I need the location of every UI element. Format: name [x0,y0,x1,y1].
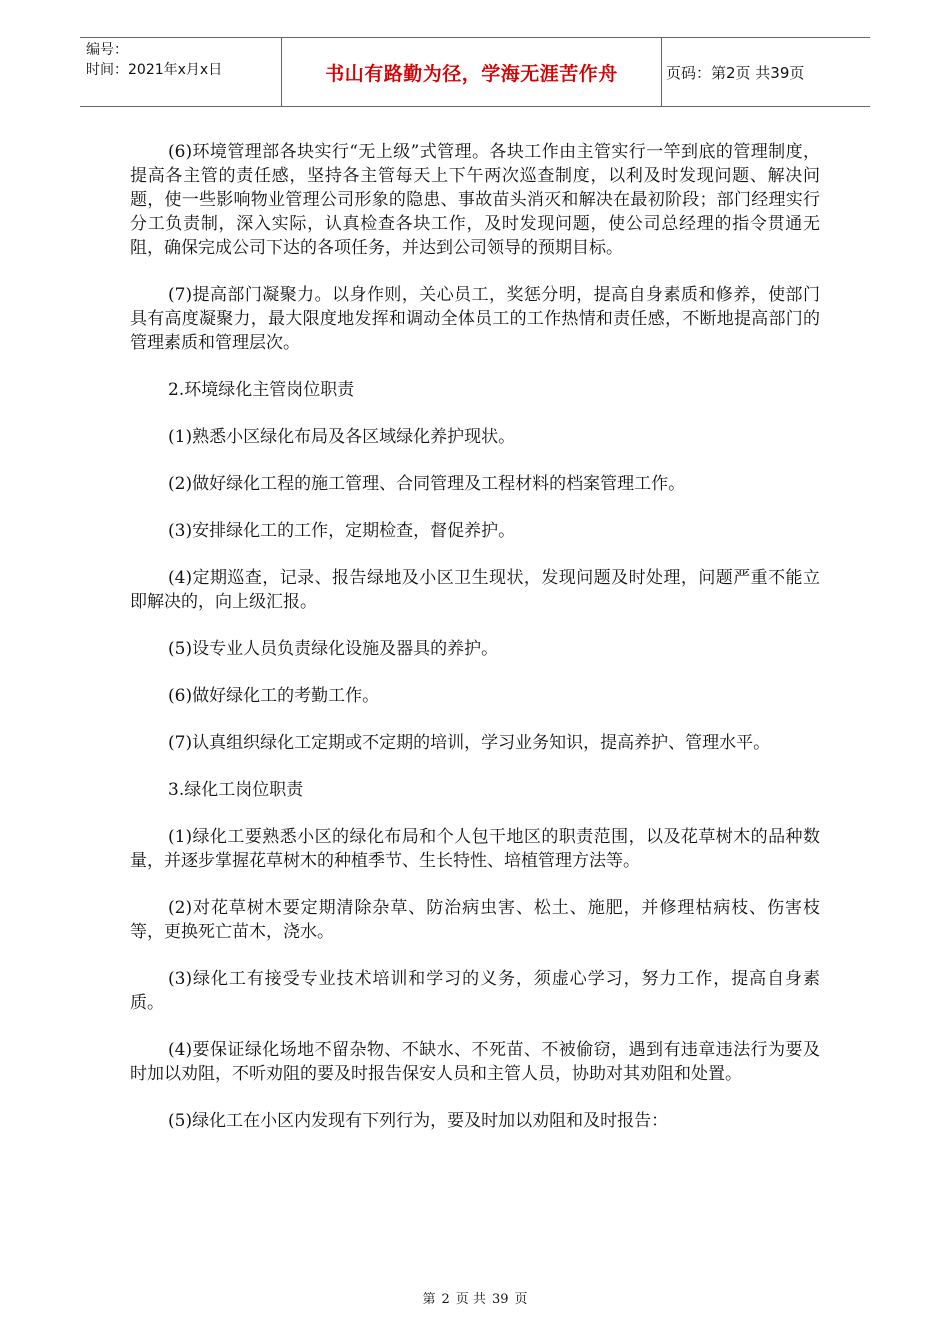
footer-suffix: 页 [514,1292,528,1307]
paragraph: (1)熟悉小区绿化布局及各区域绿化养护现状。 [168,427,516,447]
section-heading: 2.环境绿化主管岗位职责 [168,380,355,400]
header-motto: 书山有路勤为径，学海无涯苦作舟 [325,62,618,85]
page-header [80,37,870,107]
header-meta [80,38,282,106]
paragraph: (3)安排绿化工的工作，定期检查，督促养护。 [168,521,516,541]
section-heading: 3.绿化工岗位职责 [168,780,304,800]
paragraph: (3)绿化工有接受专业技术培训和学习的义务，须虚心学习，努力工作，提高自身素质。 [130,969,820,1013]
paragraph: (2)对花草树木要定期清除杂草、防治病虫害、松土、施肥，并修理枯病枝、伤害枝等，更换死亡苗木，浇水。 [130,898,820,942]
footer-prefix: 第 [422,1292,436,1307]
paragraph: (4)定期巡查，记录、报告绿地及小区卫生现状，发现问题及时处理，问题严重不能立即解决的，向上级汇报。 [130,568,820,612]
header-motto-cell [282,38,662,106]
paragraph: (4)要保证绿化场地不留杂物、不缺水、不死苗、不被偷窃，遇到有违章违法行为要及时加以劝阻，不听劝阻的要及时报告保安人员和主管人员，协助对其劝阻和处置。 [130,1040,820,1084]
document-body [130,140,820,1156]
header-page-code: 页码：第2页 共39页 [666,63,805,82]
paragraph: (7)提高部门凝聚力。以身作则，关心员工，奖惩分明，提高自身素质和修养，使部门具有高度凝聚力，最大限度地发挥和调动全体员工的工作热情和责任感，不断地提高部门的管理素质和管理层次。 [130,285,820,353]
paragraph: (5)绿化工在小区内发现有下列行为，要及时加以劝阻和及时报告： [168,1111,669,1131]
header-page-code-cell [662,38,870,106]
document-number-label: 编号： [86,42,128,58]
paragraph: (6)环境管理部各块实行“无上级”式管理。各块工作由主管实行一竿到底的管理制度，提高各主管的责任感，坚持各主管每天上下午两次巡查制度，以利及时发现问题、解决问题，使一些影响物业管理公司形象的隐患、事故苗头消灭和解决在最初阶段；部门经理实行分工负责制，深入实际，认真检查各块工作，及时发现问题，使公司总经理的指令贯通无阻，确保完成公司下达的各项任务，并达到公司领导的预期目标。 [130,142,820,258]
paragraph: (2)做好绿化工程的施工管理、合同管理及工程材料的档案管理工作。 [168,474,686,494]
paragraph: (7)认真组织绿化工定期或不定期的培训，学习业务知识，提高养护、管理水平。 [168,733,771,753]
document-date: 时间：2021年x月x日 [86,62,223,78]
paragraph: (6)做好绿化工的考勤工作。 [168,686,380,706]
footer-total-pages: 39 [491,1292,509,1307]
footer-middle: 页 共 [455,1292,486,1307]
paragraph: (5)设专业人员负责绿化设施及器具的养护。 [168,639,499,659]
page-footer [0,1288,950,1307]
footer-page-number: 2 [441,1292,450,1307]
paragraph: (1)绿化工要熟悉小区的绿化布局和个人包干地区的职责范围，以及花草树木的品种数量，并逐步掌握花草树木的种植季节、生长特性、培植管理方法等。 [130,827,820,871]
